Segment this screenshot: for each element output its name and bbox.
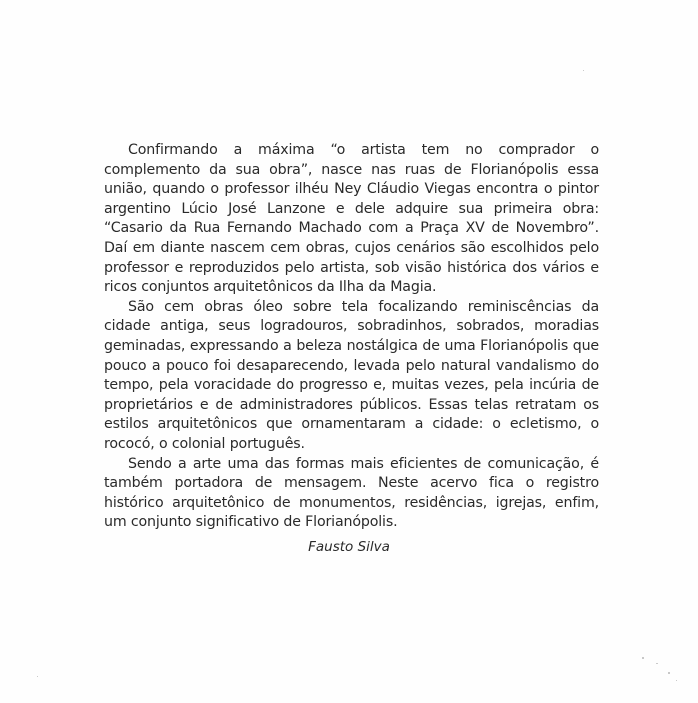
paragraph-2: São cem obras óleo sobre tela focalizando reminiscências da cidade antiga, seus logradouros, sobradinhos, sobrados, moradias geminadas, expressando a beleza nostálgica de uma Florianópolis que pouco a pouco foi desaparecendo, levada pelo natural vandalismo do tempo, pela voracidade do progresso e, muitas vezes, pela incúria de proprietários e de administradores públicos. Essas telas retratam os estilos arquitetônicos que ornamentaram a cidade: o ecletismo, o rococó, o colonial português. bbox=[104, 298, 599, 452]
paper-speck bbox=[37, 676, 38, 677]
paper-speck bbox=[676, 680, 677, 681]
paper-speck bbox=[642, 657, 644, 659]
body-text bbox=[104, 141, 599, 533]
paragraph-3: Sendo a arte uma das formas mais eficientes de comunicação, é também portadora de mensagem. Neste acervo fica o registro histórico arquitetônico de monumentos, residências, igrejas, enfim, um conjunto significativo de Florianópolis. bbox=[104, 455, 599, 531]
paper-speck bbox=[668, 672, 670, 674]
paper-speck bbox=[583, 70, 584, 71]
author-signature: Fausto Silva bbox=[308, 539, 390, 555]
paragraph-1: Confirmando a máxima “o artista tem no comprador o complemento da sua obra”, nasce nas ruas de Florianópolis essa união, quando o professor ilhéu Ney Cláudio Viegas encontra o pintor argentino Lúcio José Lanzone e dele adquire sua primeira obra: “Casario da Rua Fernando Machado com a Praça XV de Novembro”. Daí em diante nascem cem obras, cujos cenários são escolhidos pelo professor e reproduzidos pelo artista, sob visão histórica dos vários e ricos conjuntos arquitetônicos da Ilha da Magia. bbox=[104, 142, 599, 296]
paper-speck bbox=[656, 663, 658, 664]
